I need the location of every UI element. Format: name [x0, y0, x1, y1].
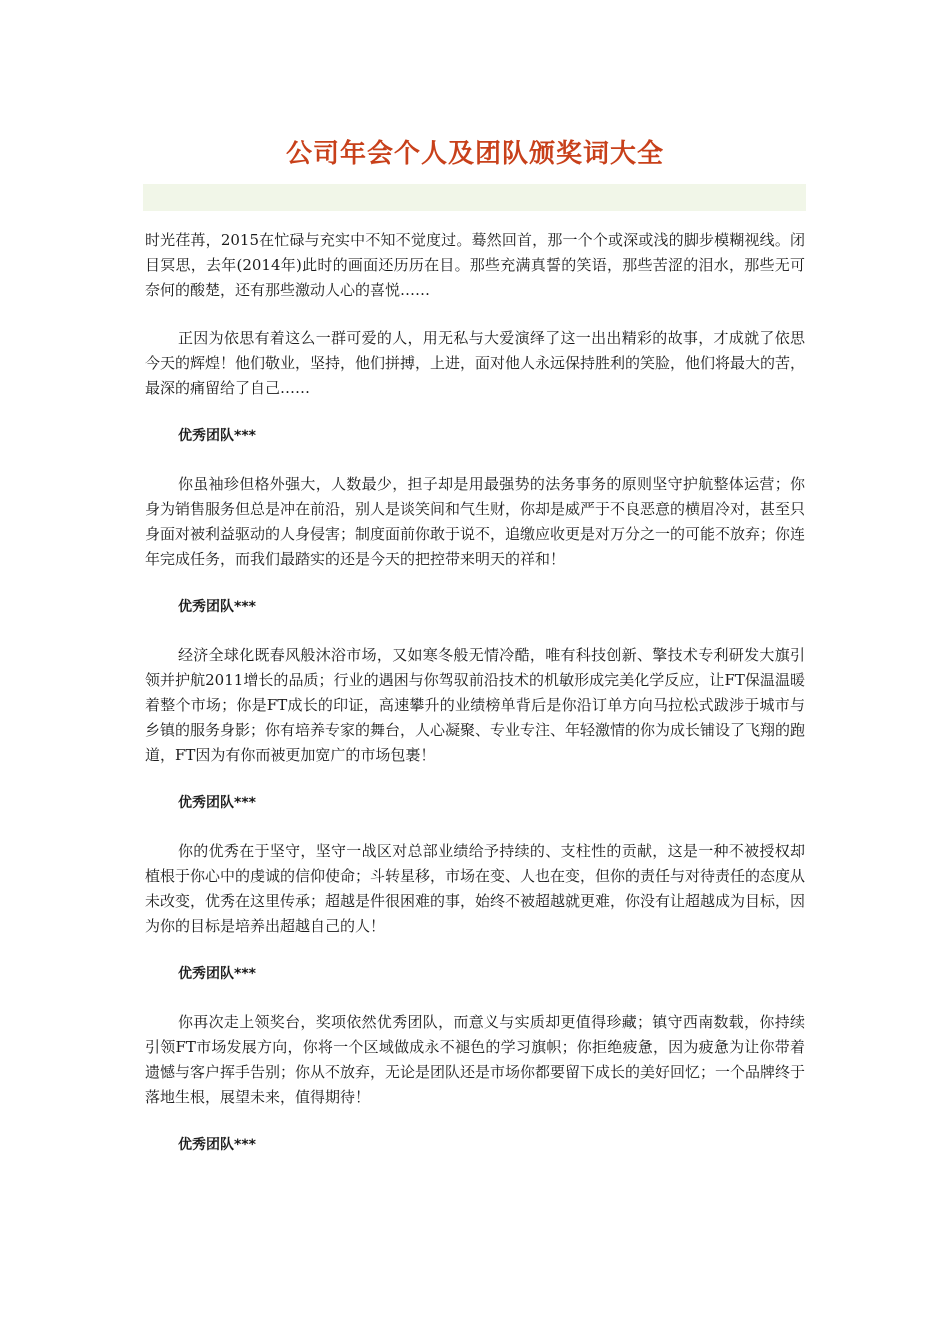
page-title: 公司年会个人及团队颁奖词大全 — [285, 139, 664, 169]
intro-paragraph: 时光荏苒，2015在忙碌与充实中不知不觉度过。蓦然回首，那一个个或深或浅的脚步模糊视线。闭目冥思，去年(2014年)此时的画面还历历在目。那些充满真誓的笑语，那些苦涩的泪水，那些无可奈何的酸楚，还有那些激动人心的喜悦…… — [145, 231, 805, 299]
body-paragraph: 你虽袖珍但格外强大，人数最少，担子却是用最强势的法务事务的原则坚守护航整体运营；你身为销售服务但总是冲在前沿，别人是谈笑间和气生财，你却是威严于不良恶意的横眉冷对，甚至只身面对被利益驱动的人身侵害；制度面前你敢于说不，追缴应收更是对万分之一的可能不放弃；你连年完成任务，而我们最踏实的还是今天的把控带来明天的祥和！ — [145, 475, 806, 568]
section-heading: 优秀团队*** — [178, 966, 256, 982]
body-paragraph: 正因为依思有着这么一群可爱的人，用无私与大爱演绎了这一出出精彩的故事，才成就了依思今天的辉煌！他们敬业，坚持，他们拼搏，上进，面对他人永远保持胜利的笑脸，他们将最大的苦，最深的痛留给了自己…… — [145, 329, 806, 397]
section-heading: 优秀团队*** — [178, 599, 256, 615]
section-heading: 优秀团队*** — [178, 428, 256, 444]
body-paragraph: 经济全球化既春风般沐浴市场，又如寒冬般无情冷酷，唯有科技创新、擎技术专利研发大旗引领并护航2011增长的品质；行业的遇困与你驾驭前沿技术的机敏形成完美化学反应，让FT保温温暖着整个市场；你是FT成长的印证，高速攀升的业绩榜单背后是你沿订单方向马拉松式跋涉于城市与乡镇的服务身影；你有培养专家的舞台，人心凝聚、专业专注、年轻激情的你为成长铺设了飞翔的跑道，FT因为有你而被更加宽广的市场包裹！ — [145, 646, 806, 764]
section-heading: 优秀团队*** — [178, 795, 256, 811]
body-paragraph: 你的优秀在于坚守，坚守一战区对总部业绩给予持续的、支柱性的贡献，这是一种不被授权却植根于你心中的虔诚的信仰使命；斗转星移，市场在变、人也在变，但你的责任与对待责任的态度从未改变，优秀在这里传承；超越是件很困难的事，始终不被超越就更难，你没有让超越成为目标，因为你的目标是培养出超越自己的人！ — [145, 842, 806, 935]
article-body — [145, 228, 805, 1181]
body-paragraph: 你再次走上领奖台，奖项依然优秀团队，而意义与实质却更值得珍藏；镇守西南数载，你持续引领FT市场发展方向，你将一个区域做成永不褪色的学习旗帜；你拒绝疲惫，因为疲惫为让你带着遗憾与客户挥手告别；你从不放弃，无论是团队还是市场你都要留下成长的美好回忆；一个品牌终于落地生根，展望未来，值得期待！ — [145, 1013, 806, 1106]
section-heading: 优秀团队*** — [178, 1137, 256, 1153]
title-divider-band — [143, 184, 806, 211]
